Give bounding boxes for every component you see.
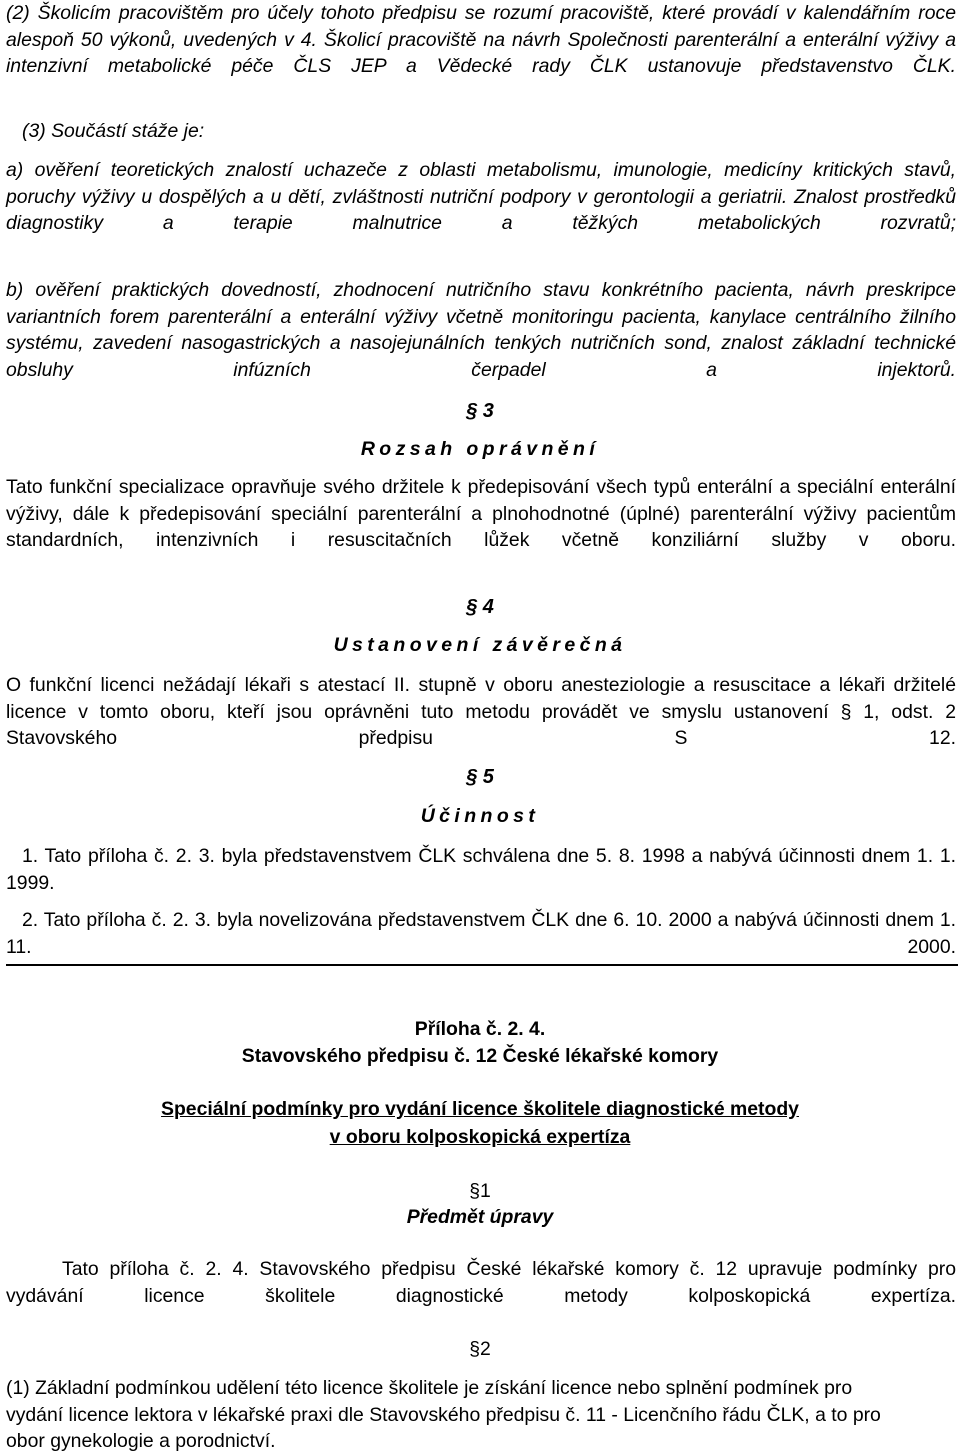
paragraph-zaverecna-text-b: 1, odst. 2 Stavovského předpisu S 12. xyxy=(6,700,956,749)
document-title-2 xyxy=(0,1124,960,1151)
annex-source: Stavovského předpisu č. 12 České lékařské komory xyxy=(241,1045,719,1067)
paragraph-s1-text: Tato příloha č. 2. 4. Stavovského předpisu České lékařské komory č. 12 upravuje podmínky pro vydávání licence školitele diagnostické metody kolposkopická expertíza. xyxy=(6,1258,956,1307)
section-symbol: § xyxy=(469,1338,480,1360)
section-1-heading: Předmět úpravy xyxy=(406,1206,554,1228)
document-title xyxy=(0,1096,960,1123)
ucinnost-item-2-text: 2. Tato příloha č. 2. 3. byla novelizována představenstvem ČLK dne 6. 10. 2000 a nabývá účinnosti dnem 1. 11. 2000. xyxy=(6,909,956,958)
document-title-line-2: v oboru kolposkopická expertíza xyxy=(329,1126,631,1148)
section-3-number: 3 xyxy=(482,400,494,422)
section-2-marker xyxy=(0,1336,960,1363)
section-symbol: § xyxy=(466,400,478,422)
paragraph-zaverecna xyxy=(6,672,956,752)
section-1-marker xyxy=(0,1178,960,1205)
section-symbol: § xyxy=(466,766,478,788)
item-b xyxy=(6,277,956,383)
section-3-marker xyxy=(0,398,960,425)
item-a xyxy=(6,157,956,263)
ucinnost-item-1-text: 1. Tato příloha č. 2. 3. byla představenstvem ČLK schválena dne 5. 8. 1998 a nabývá účinnosti dnem 1. 1. 1999. xyxy=(6,845,956,894)
ucinnost-item-2 xyxy=(6,907,956,960)
annex-label: Příloha č. 2. 4. xyxy=(414,1018,546,1040)
paragraph-rozsah xyxy=(6,474,956,580)
paragraph-zaverecna-text-a: O funkční licenci nežádají lékaři s atestací II. stupně v oboru anesteziologie a resuscitace a lékaři držitelé licence v tomto oboru, kteří jsou oprávněni tuto metodu provádět ve smyslu ustanovení xyxy=(6,674,956,723)
ucinnost-item-1 xyxy=(6,843,956,896)
section-4-number: 4 xyxy=(482,596,494,618)
item-b-text: b) ověření praktických dovedností, zhodnocení nutričního stavu konkrétního pacienta, návrh preskripce variantních forem parenterální a enterální výživy včetně monitoringu pacienta, kanylace centrálního žilního systému, zavedení nasogastrických a nasojejunálních tenkých nutričních sond, znalost základní technické obsluhy infúzních čerpadel a injektorů. xyxy=(6,279,956,381)
section-1-number: 1 xyxy=(480,1180,491,1202)
section-5-number: 5 xyxy=(482,766,494,788)
section-5-marker xyxy=(0,764,960,791)
paragraph-rozsah-text: Tato funkční specializace opravňuje svého držitele k předepisování všech typů enterální a speciální enterální výživy, dále k předepisování speciální parenterální a plnohodnotné (úplné) parenterální výživy pacientům standardních, intenzivních i resuscitačních lůžek včetně konziliární služby v oboru. xyxy=(6,476,956,551)
horizontal-divider xyxy=(6,964,958,966)
section-4-heading: Ustanovení závěrečná xyxy=(333,634,627,656)
section-5-heading: Účinnost xyxy=(420,805,540,827)
section-symbol-inline: § xyxy=(840,700,852,723)
paragraph-s2 xyxy=(6,1375,886,1455)
item-a-text: a) ověření teoretických znalostí uchazeče z oblasti metabolismu, imunologie, medicíny kritických stavů, poruchy výživy u dospělých a u dětí, zvláštnosti nutriční podpory v gerontologii a geriatrii. Znalost prostředků diagnostiky a terapie malnutrice a těžkých metabolických rozvratů; xyxy=(6,159,956,234)
paragraph-s1 xyxy=(6,1256,956,1336)
section-2-number: 2 xyxy=(480,1338,491,1360)
section-3-heading: Rozsah oprávnění xyxy=(360,438,600,460)
paragraph-2-text: (2) Školicím pracovištěm pro účely tohoto předpisu se rozumí pracoviště, které provádí v kalendářním roce alespoň 50 výkonů, uvedených v 4. Školicí pracoviště na návrh Společnosti parenterální a enterální výživy a intenzivní metabolické péče ČLS JEP a Vědecké rady ČLK ustanovuje představenstvo ČLK. xyxy=(6,2,956,77)
paragraph-s2-text: (1) Základní podmínkou udělení této licence školitele je získání licence nebo splnění podmínek pro vydání licence lektora v lékařské praxi dle Stavovského předpisu č. 11 - Licenčního řádu ČLK, a to pro obor gynekologie a porodnictví. xyxy=(6,1377,881,1452)
section-symbol: § xyxy=(466,596,478,618)
paragraph-2 xyxy=(6,0,956,106)
document-title-line-1: Speciální podmínky pro vydání licence školitele diagnostické metody xyxy=(161,1098,799,1120)
paragraph-3: (3) Součástí stáže je: xyxy=(22,120,205,142)
section-4-marker xyxy=(0,594,960,621)
section-symbol: § xyxy=(469,1180,480,1202)
